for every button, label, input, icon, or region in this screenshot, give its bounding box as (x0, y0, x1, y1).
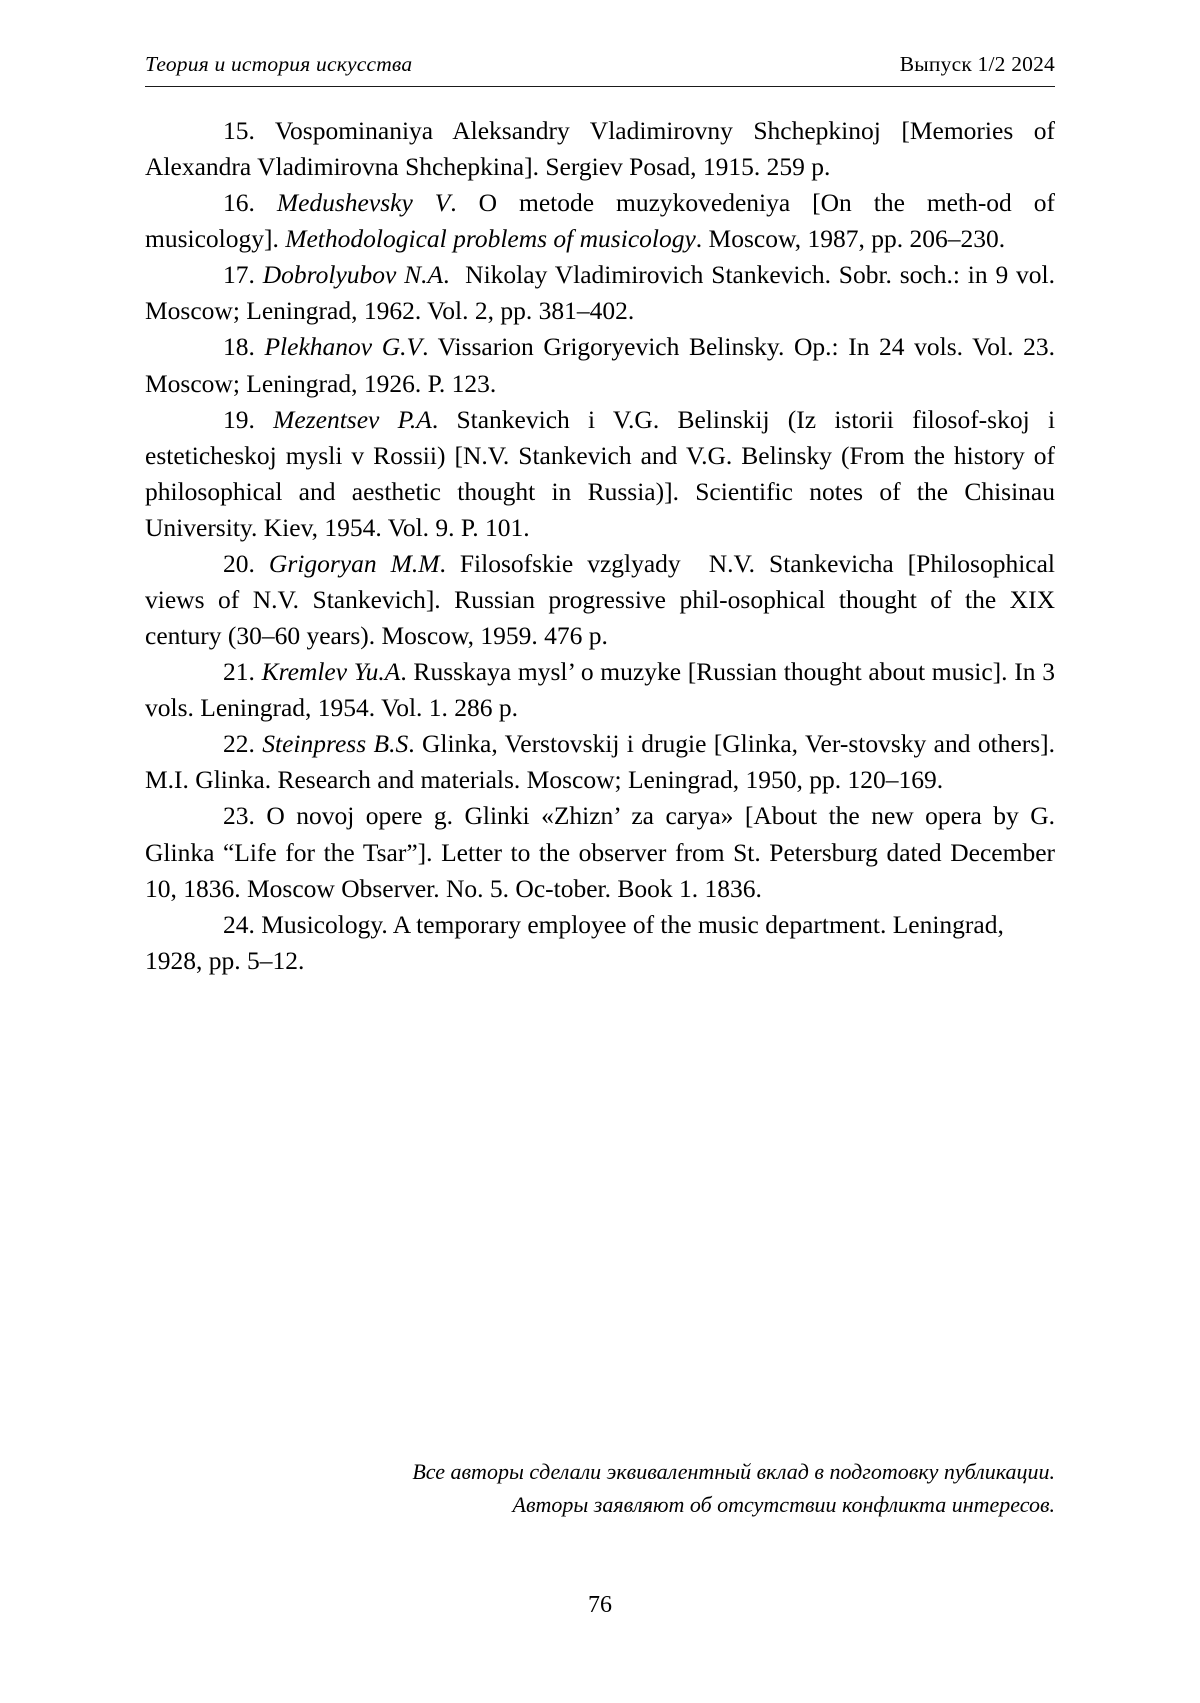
reference-item: 18. Plekhanov G.V. Vissarion Grigoryevich Belinsky. Op.: In 24 vols. Vol. 23. Moscow; Leningrad, 1926. P. 123. (145, 332, 1055, 398)
reference-item: 22. Steinpress B.S. Glinka, Verstovskij i drugie [Glinka, Ver-stovsky and others]. M.I. Glinka. Research and materials. Moscow; Leningrad, 1950, pp. 120–169. (145, 729, 1056, 795)
reference-item: 20. Grigoryan M.M. Filosofskie vzglyady N.V. Stankevicha [Philosophical views of N.V. Stankevich]. Russian progressive phil-osophical thought of the XIX century (30–60 years). Moscow, 1959. 476 p. (145, 548, 1055, 651)
reference-list (145, 113, 1055, 979)
conflict-of-interest-line: Авторы заявляют об отсутствии конфликта интересов. (512, 1492, 1055, 1517)
page-number: 76 (588, 1592, 612, 1618)
contribution-line: Все авторы сделали эквивалентный вклад в подготовку публикации. (412, 1459, 1055, 1484)
reference-item: 24. Musicology. A temporary employee of the music department. Leningrad, 1928, pp. 5–12. (145, 909, 1004, 975)
reference-item: 15. Vospominaniya Aleksandry Vladimirovny Shchepkinoj [Memories of Alexandra Vladimirovna Shchepkina]. Sergiev Posad, 1915. 259 p. (145, 116, 1055, 182)
running-head-issue: Выпуск 1/2 2024 (899, 52, 1055, 76)
reference-item: 21. Kremlev Yu.A. Russkaya mysl’ o muzyke [Russian thought about music]. In 3 vols. Leningrad, 1954. Vol. 1. 286 p. (145, 657, 1056, 723)
reference-item: 16. Medushevsky V. O metode muzykovedeniya [On the meth-od of musicology]. Methodological problems of musicology. Moscow, 1987, pp. 206–230. (145, 188, 1056, 254)
running-head (145, 52, 1055, 87)
reference-item: 17. Dobrolyubov N.A. Nikolay Vladimirovich Stankevich. Sobr. soch.: in 9 vol. Moscow; Leningrad, 1962. Vol. 2, pp. 381–402. (145, 260, 1056, 326)
running-head-journal-title: Теория и история искусства (145, 52, 413, 76)
authors-contribution-note (145, 1455, 1055, 1521)
reference-item: 23. O novoj opere g. Glinki «Zhizn’ za carya» [About the new opera by G. Glinka “Life for the Tsar”]. Letter to the observer from St. Petersburg dated December 10, 1836. Moscow Observer. No. 5. Oc-tober. Book 1. 1836. (145, 801, 1055, 903)
reference-item: 19. Mezentsev P.A. Stankevich i V.G. Belinskij (Iz istorii filosof-skoj i esteticheskoj mysli v Rossii) [N.V. Stankevich and V.G. Belinsky (From the history of philosophical and aesthetic thought in Russia)]. Scientific notes of the Chisinau University. Kiev, 1954. Vol. 9. P. 101. (145, 404, 1056, 542)
